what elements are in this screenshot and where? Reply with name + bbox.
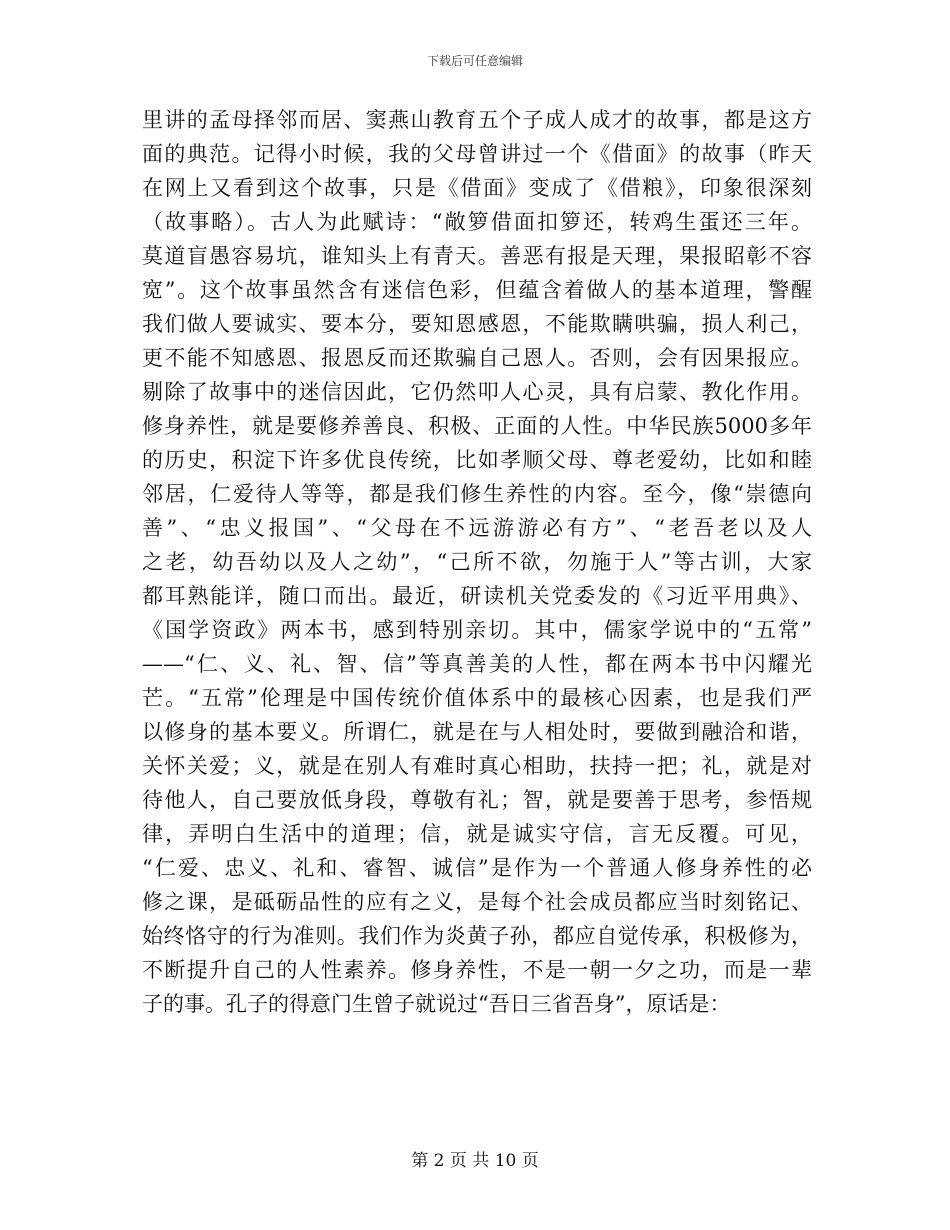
text-line: 宽”。这个故事虽然含有迷信色彩，但蕴含着做人的基本道理，警醒	[142, 278, 812, 302]
page-number: 第 2 页 共 10 页	[411, 1151, 539, 1171]
text-line: ——“仁、义、礼、智、信”等真善美的人性，都在两本书中闪耀光	[142, 652, 812, 676]
text-line: 律，弄明白生活中的道理；信，就是诚实守信，言无反覆。可见，	[142, 822, 812, 846]
text-line: （故事略）。古人为此赋诗：“敞箩借面扣箩还，转鸡生蛋还三年。	[142, 210, 812, 234]
text-line: 子的事。孔子的得意门生曾子就说过“吾日三省吾身”，原话是：	[142, 992, 731, 1016]
text-line: 以修身的基本要义。所谓仁，就是在与人相处时，要做到融洽和谐，	[142, 720, 812, 744]
text-line: 修身养性，就是要修养善良、积极、正面的人性。中华民族5000多年	[142, 414, 812, 438]
text-line: “仁爱、忠义、礼和、睿智、诚信”是作为一个普通人修身养性的必	[142, 856, 812, 880]
text-line: 的历史，积淀下许多优良传统，比如孝顺父母、尊老爱幼，比如和睦	[142, 448, 812, 472]
text-line: 始终恪守的行为准则。我们作为炎黄子孙，都应自觉传承，积极修为，	[142, 924, 812, 948]
text-line: 不断提升自己的人性素养。修身养性，不是一朝一夕之功，而是一辈	[142, 958, 812, 982]
text-line: 关怀关爱；义，就是在别人有难时真心相助，扶持一把；礼，就是对	[142, 754, 812, 778]
text-line: 在网上又看到这个故事，只是《借面》变成了《借粮》，印象很深刻	[142, 176, 812, 200]
body-text	[142, 103, 812, 1021]
text-line: 邻居，仁爱待人等等，都是我们修生养性的内容。至今，像“崇德向	[142, 482, 812, 506]
page-header: 下载后可任意编辑	[426, 54, 523, 68]
text-line: 更不能不知感恩、报恩反而还欺骗自己恩人。否则，会有因果报应。	[142, 346, 812, 370]
text-line: 我们做人要诚实、要本分，要知恩感恩，不能欺瞒哄骗，损人利己，	[142, 312, 812, 336]
text-line: 待他人，自己要放低身段，尊敬有礼；智，就是要善于思考，参悟规	[142, 788, 812, 812]
text-line: 里讲的孟母择邻而居、窦燕山教育五个子成人成才的故事，都是这方	[142, 108, 812, 132]
text-line: 善”、“忠义报国”、“父母在不远游游必有方”、“老吾老以及人	[142, 516, 812, 540]
text-line: 芒。“五常”伦理是中国传统价值体系中的最核心因素，也是我们严	[142, 686, 812, 710]
text-line: 面的典范。记得小时候，我的父母曾讲过一个《借面》的故事（昨天	[142, 142, 812, 166]
text-line: 之老，幼吾幼以及人之幼”，“己所不欲，勿施于人”等古训，大家	[142, 550, 812, 574]
text-line: 剔除了故事中的迷信因此，它仍然叩人心灵，具有启蒙、教化作用。	[142, 380, 812, 404]
text-line: 都耳熟能详，随口而出。最近，研读机关党委发的《习近平用典》、	[142, 584, 812, 608]
text-line: 莫道盲愚容易坑，谁知头上有青天。善恶有报是天理，果报昭彰不容	[142, 244, 812, 268]
text-line: 《国学资政》两本书，感到特别亲切。其中，儒家学说中的“五常”	[142, 618, 812, 642]
text-line: 修之课，是砥砺品性的应有之义，是每个社会成员都应当时刻铭记、	[142, 890, 812, 914]
